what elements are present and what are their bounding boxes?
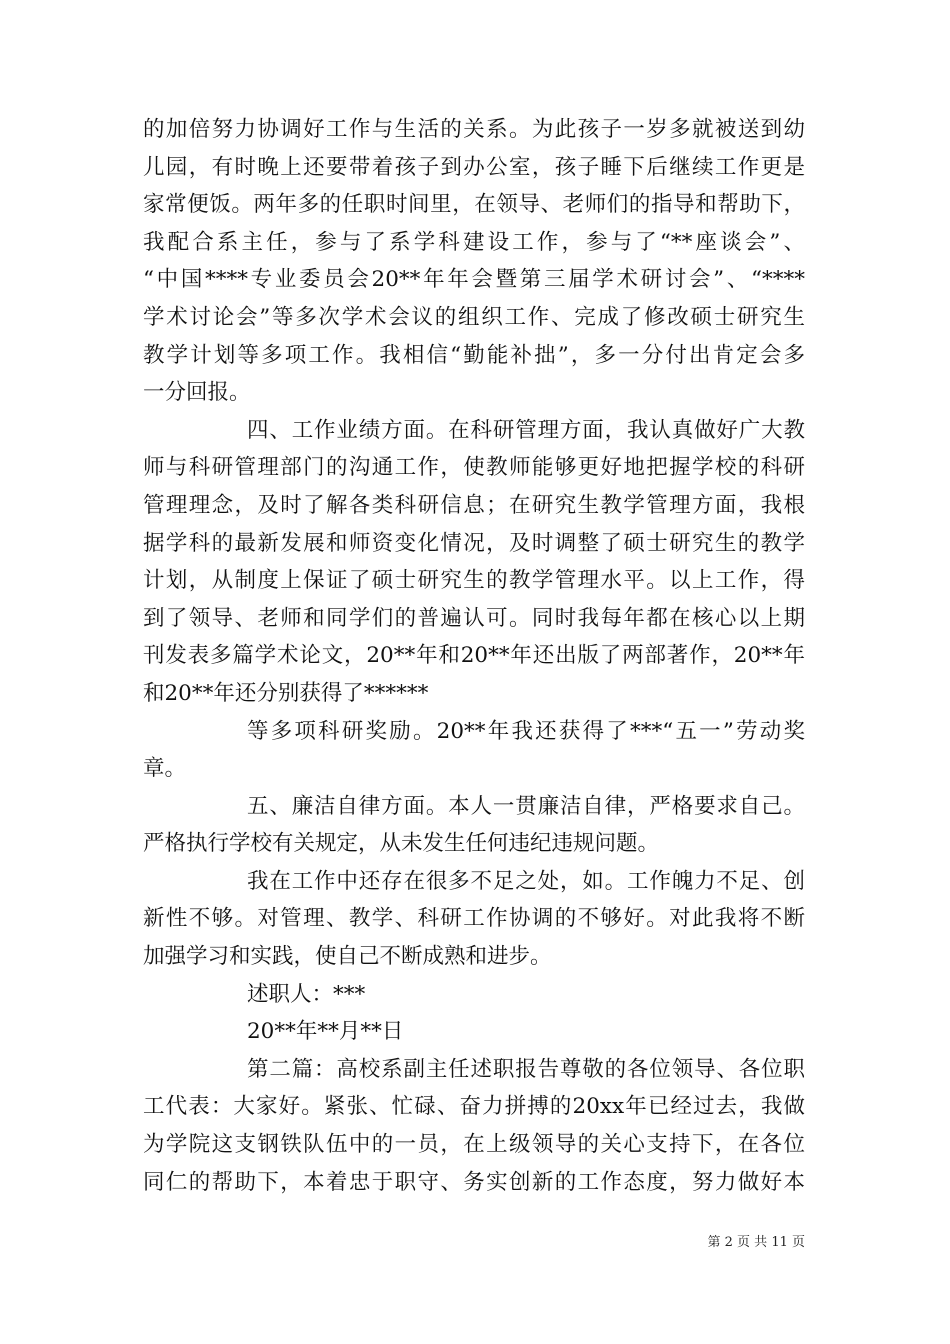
text-line: 学术讨论会”等多次学术会议的组织工作、完成了修改硕士研究生 — [143, 304, 805, 330]
text-line: 为学院这支钢铁队伍中的一员，在上级领导的关心支持下，在各位 — [143, 1132, 805, 1158]
text-line: 加强学习和实践，使自己不断成熟和进步。 — [143, 944, 552, 970]
text-line: 据学科的最新发展和师资变化情况，及时调整了硕士研究生的教学 — [143, 530, 805, 556]
text-line: 刊发表多篇学术论文，20**年和20**年还出版了两部著作，20**年 — [143, 643, 805, 669]
text-line: 计划，从制度上保证了硕士研究生的教学管理水平。以上工作，得 — [143, 568, 805, 594]
page-number-footer: 第 2 页 共 11 页 — [707, 1235, 805, 1250]
text-line: 家常便饭。两年多的任职时间里，在领导、老师们的指导和帮助下， — [143, 192, 805, 218]
text-line: 儿园，有时晚上还要带着孩子到办公室，孩子睡下后继续工作更是 — [143, 154, 805, 180]
text-line: 新性不够。对管理、教学、科研工作协调的不够好。对此我将不断 — [143, 906, 805, 932]
text-line: 和20**年还分别获得了****** — [143, 680, 429, 706]
text-line: 的加倍努力协调好工作与生活的关系。为此孩子一岁多就被送到幼 — [143, 117, 805, 142]
text-line: 四、工作业绩方面。在科研管理方面，我认真做好广大教 — [247, 417, 805, 443]
text-line: 到了领导、老师和同学们的普遍认可。同时我每年都在核心以上期 — [143, 605, 805, 631]
text-line: 我配合系主任，参与了系学科建设工作，参与了“**座谈会”、 — [143, 229, 805, 255]
text-line: 章。 — [143, 756, 187, 782]
text-line: 第二篇：高校系副主任述职报告尊敬的各位领导、各位职 — [247, 1056, 805, 1082]
text-line: 我在工作中还存在很多不足之处，如。工作魄力不足、创 — [247, 868, 805, 894]
text-line: 工代表：大家好。紧张、忙碌、奋力拼搏的20xx年已经过去，我做 — [143, 1094, 805, 1120]
text-line: 教学计划等多项工作。我相信“勤能补拙”，多一分付出肯定会多 — [143, 342, 805, 368]
text-line: 管理理念，及时了解各类科研信息；在研究生教学管理方面，我根 — [143, 492, 805, 518]
document-body — [143, 111, 805, 1201]
text-line: 五、廉洁自律方面。本人一贯廉洁自律，严格要求自己。 — [247, 793, 805, 819]
text-line: 师与科研管理部门的沟通工作，使教师能够更好地把握学校的科研 — [143, 455, 805, 481]
text-line: 同仁的帮助下，本着忠于职守、务实创新的工作态度，努力做好本 — [143, 1169, 805, 1195]
text-line: “中国****专业委员会20**年年会暨第三届学术研讨会”、“**** — [143, 267, 805, 293]
text-line: 述职人：*** — [247, 981, 366, 1007]
text-line: 一分回报。 — [143, 380, 251, 406]
text-line: 等多项科研奖励。20**年我还获得了***“五一”劳动奖 — [247, 718, 805, 744]
text-line: 严格执行学校有关规定，从未发生任何违纪违规问题。 — [143, 831, 660, 857]
text-line: 20**年**月**日 — [247, 1019, 404, 1045]
